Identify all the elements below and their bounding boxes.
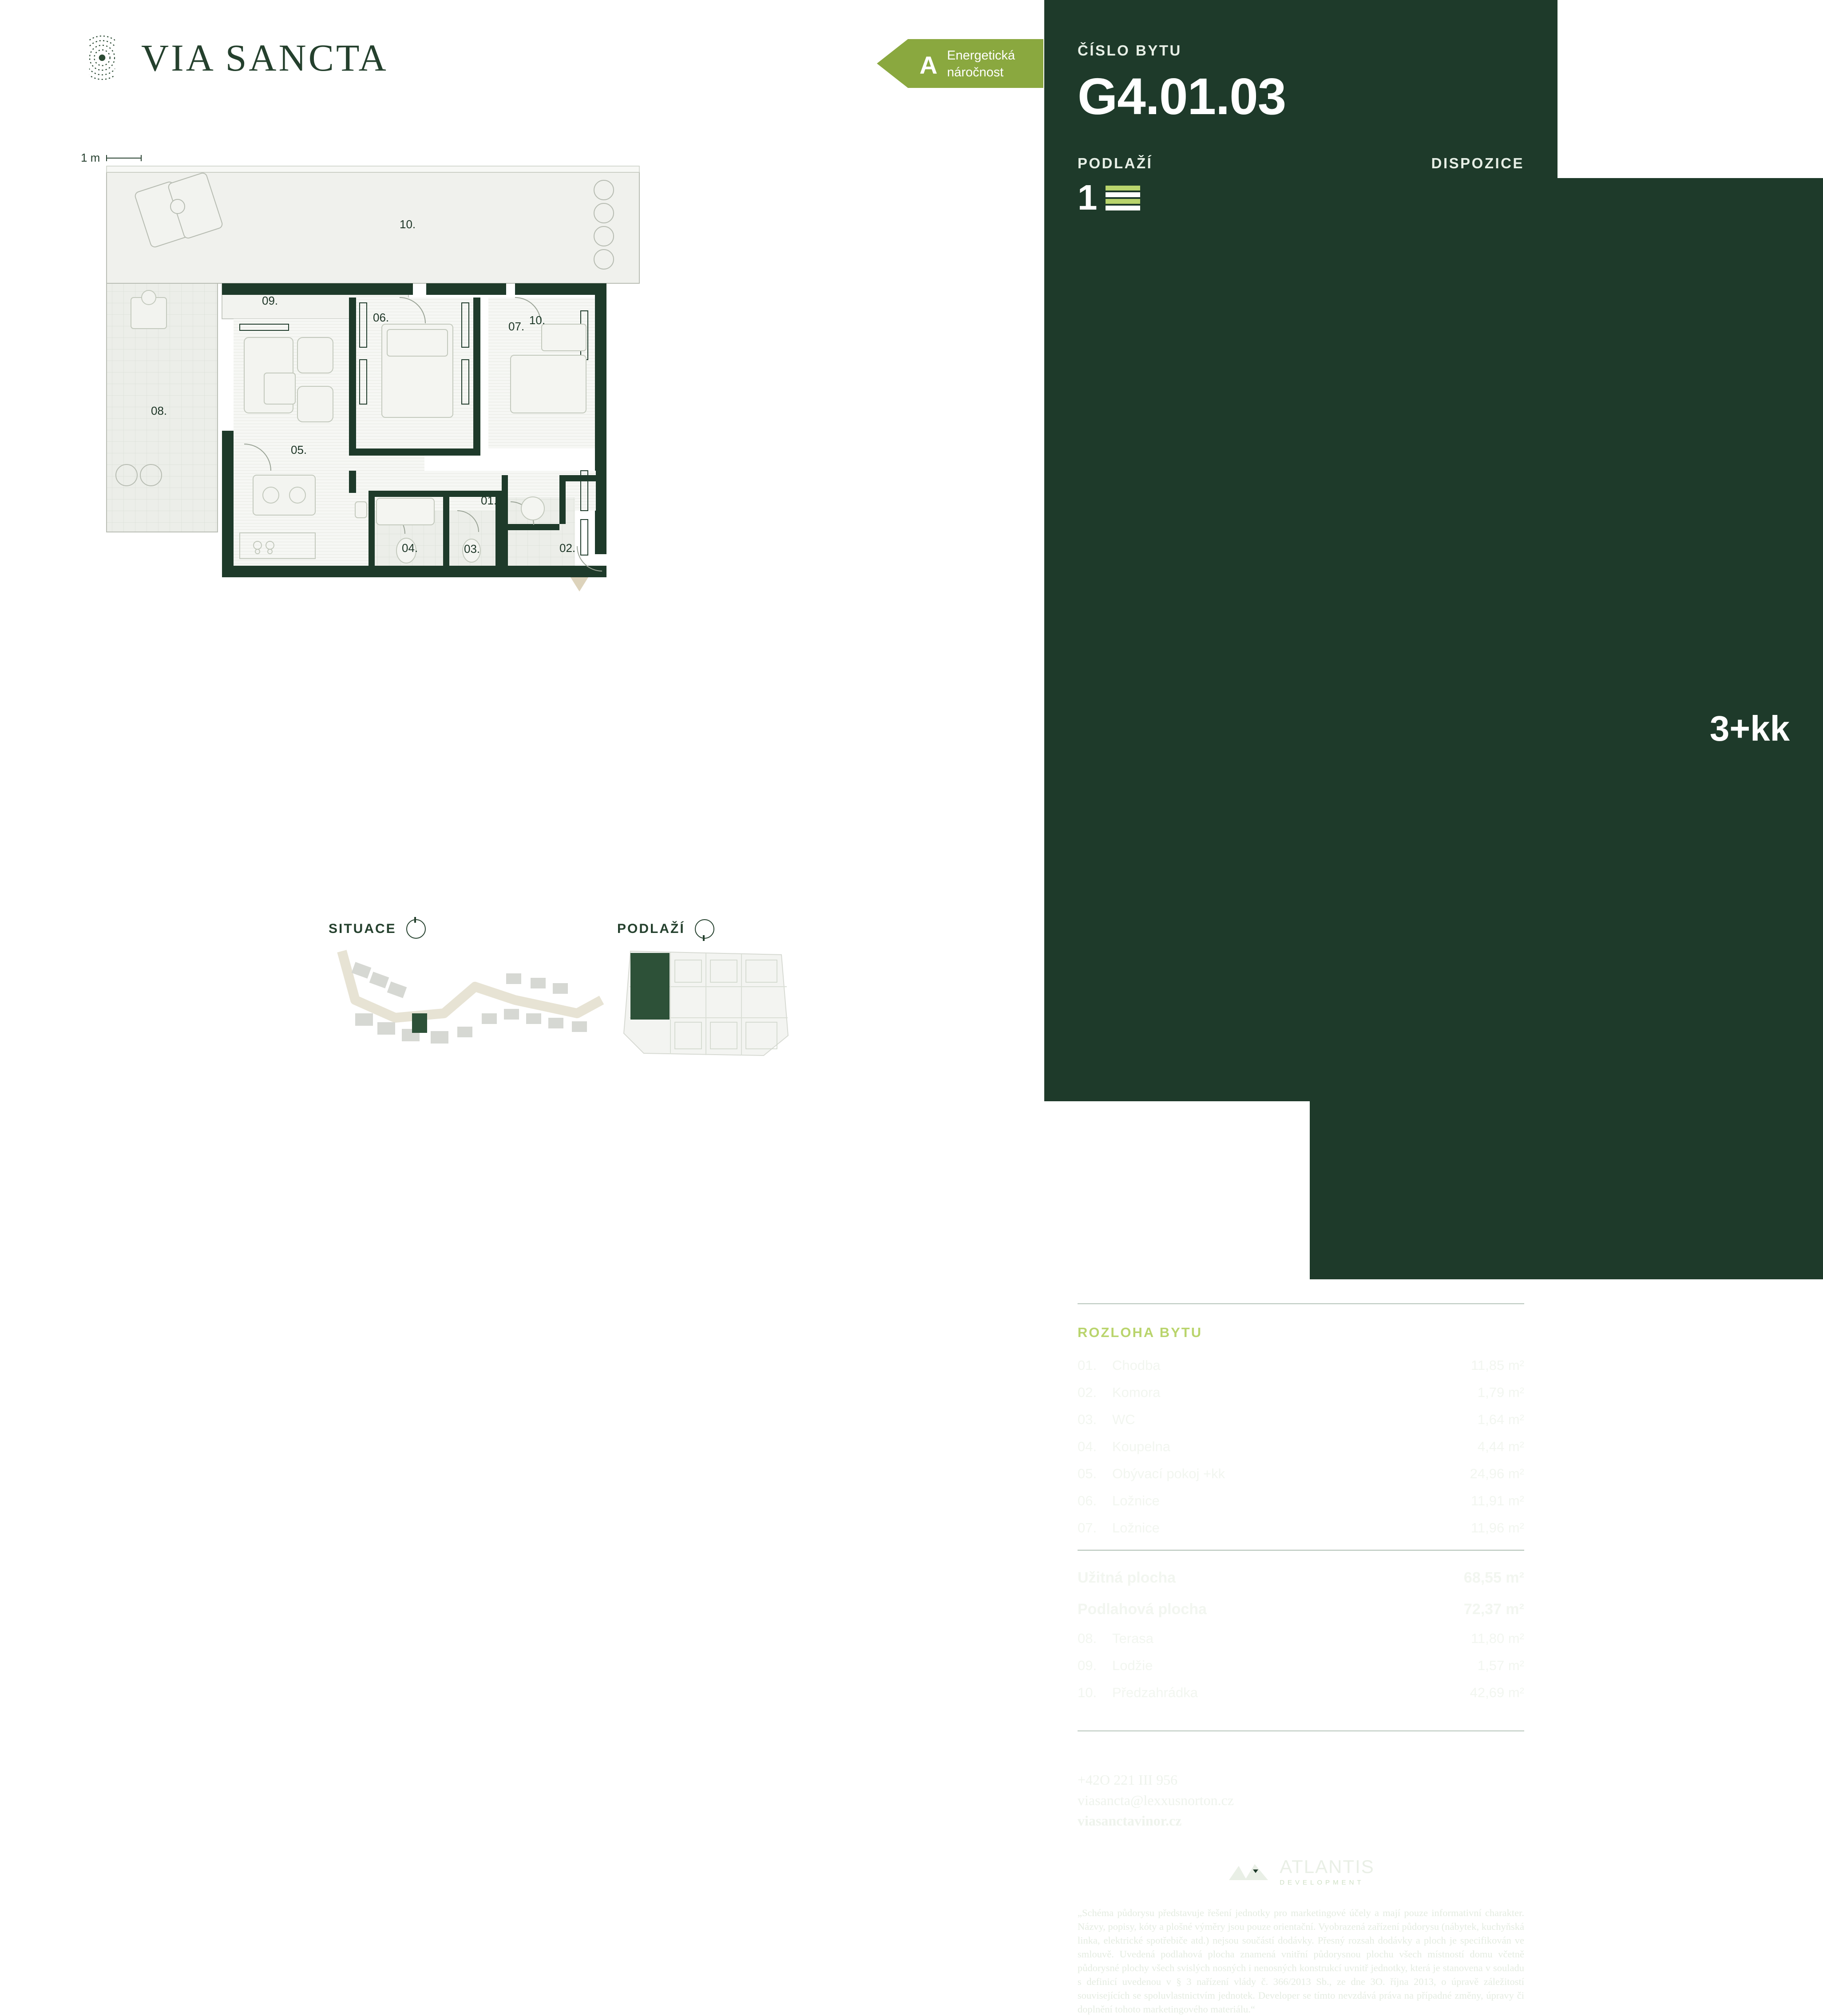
table-row (1078, 1515, 1524, 1542)
floor-plan-svg (89, 164, 941, 728)
table-row (1078, 1433, 1524, 1460)
extra-area: 42,69 m² (1470, 1685, 1524, 1701)
brand-logo (79, 35, 388, 81)
scale-bar (81, 151, 142, 165)
scale-line-icon (106, 155, 142, 161)
room-area: 11,85 m² (1470, 1357, 1524, 1373)
room-num: 04. (1078, 1439, 1097, 1455)
extra-num: 08. (1078, 1631, 1097, 1647)
developer-name-block (1280, 1857, 1375, 1886)
room-label-10: 10. (400, 218, 416, 231)
energy-line-2: náročnost (947, 65, 1004, 79)
room-area: 1,64 m² (1477, 1412, 1524, 1428)
divider (1078, 1550, 1524, 1551)
room-name: Koupelna (1112, 1439, 1171, 1455)
room-label-06: 06. (373, 311, 389, 324)
table-row (1078, 1679, 1524, 1706)
brand-name: VIA SANCTA (141, 36, 388, 79)
table-row (1078, 1562, 1524, 1594)
energy-line-1: Energetická (947, 48, 1015, 63)
floor-value-row (1078, 178, 1310, 217)
floor-diagram-label: PODLAŽÍ (617, 921, 685, 936)
layout-label: DISPOZICE (1431, 155, 1524, 171)
room-name: WC (1112, 1412, 1135, 1428)
table-row (1078, 1460, 1524, 1488)
unit-number-value: G4.01.03 (1078, 67, 1286, 125)
room-label-02: 02. (559, 541, 576, 555)
developer-logo (1078, 1857, 1524, 1886)
mountain-logo-icon (1227, 1860, 1270, 1884)
floor-diagram (617, 919, 795, 1062)
room-label-09: 09. (262, 294, 278, 307)
room-num: 07. (1078, 1520, 1097, 1536)
room-area: 4,44 m² (1477, 1439, 1524, 1455)
extra-num: 09. (1078, 1658, 1097, 1674)
info-sidebar (1044, 0, 1790, 2015)
areas-title: ROZLOHA BYTU (1078, 1324, 1203, 1340)
situation-label: SITUACE (329, 921, 396, 936)
floor-diagram-header (617, 919, 795, 939)
total-name: Užitná plocha (1078, 1569, 1176, 1586)
contact-phone[interactable]: +42O 221 III 956 (1078, 1771, 1178, 1788)
developer-subtitle: DEVELOPMENT (1280, 1878, 1364, 1886)
developer-name: ATLANTIS (1280, 1856, 1375, 1877)
room-label-03: 03. (464, 542, 480, 556)
floor-plan-drawing (89, 164, 941, 728)
total-area: 72,37 m² (1463, 1600, 1524, 1618)
highlighted-building (412, 1013, 427, 1033)
floor-stack-icon (1106, 185, 1140, 210)
room-label-01: 01. (481, 494, 497, 507)
floor-value: 1 (1078, 177, 1098, 217)
room-name: Obývací pokoj +kk (1112, 1466, 1225, 1482)
room-name: Komora (1112, 1385, 1161, 1401)
contact-website[interactable]: viasanctavinor.cz (1078, 1812, 1182, 1829)
table-row (1078, 1379, 1524, 1406)
extra-area: 11,80 m² (1470, 1631, 1524, 1647)
table-row (1078, 1488, 1524, 1515)
extra-name: Předzahrádka (1112, 1685, 1198, 1701)
situation-header (329, 919, 613, 939)
table-row (1078, 1594, 1524, 1625)
room-num: 05. (1078, 1466, 1097, 1482)
room-label-08: 08. (151, 404, 167, 417)
contact-block (1078, 1770, 1524, 1831)
table-row (1078, 1352, 1524, 1379)
scale-label: 1 m (81, 151, 100, 164)
room-label-10: 10. (529, 314, 546, 327)
floor-label: PODLAŽÍ (1078, 155, 1153, 171)
unit-number-label: ČÍSLO BYTU (1078, 42, 1182, 59)
extra-name: Lodžie (1112, 1658, 1153, 1674)
highlighted-floor-unit (630, 953, 670, 1020)
extra-area: 1,57 m² (1477, 1658, 1524, 1674)
layout-value: 3+kk (1310, 178, 1823, 1279)
energy-class-letter: A (919, 51, 938, 79)
room-name: Chodba (1112, 1357, 1161, 1373)
concentric-dots-logo-icon (79, 35, 125, 81)
compass-icon (695, 919, 714, 939)
room-area: 11,91 m² (1470, 1493, 1524, 1509)
room-area: 1,79 m² (1477, 1385, 1524, 1401)
compass-icon (406, 919, 426, 939)
room-num: 06. (1078, 1493, 1097, 1509)
energy-badge (877, 39, 1043, 88)
room-name: Ložnice (1112, 1493, 1160, 1509)
room-label-04: 04. (402, 541, 418, 555)
disclaimer-text: „Schéma půdorysu představuje řešení jednotky pro marketingové účely a mají pouze informativní charakter. Názvy, popisy, kóty a plošné výměry jsou pouze orientační. Vyobrazená zařízení půdorysu (nábytek, kuchyňská linka, elektrické spotřebiče atd.) nejsou součástí dodávky. Přesný rozsah dodávky a ploch je specifikován ve smlouvě. Uvedená podlahová plocha znamená vnitřní půdorysnou plochu všech místností domu včetně půdorysné plochy všech svislých nosných i nenosných konstrukcí uvnitř jednotky, která je stanovena v souladu s definicí uvedenou v § 3 nařízení vlády č. 366/2013 Sb., ze dne 3O. října 2013, o úpravě záležitostí souvisejících se spoluvlastnictvím jednotek. Developer se tímto nevzdává práva na případné změny, úpravy či doplnění tohoto marketingového materiálu.“ (1078, 1907, 1524, 2015)
divider (1078, 1730, 1524, 1731)
room-name: Ložnice (1112, 1520, 1160, 1536)
room-label-07: 07. (508, 320, 525, 333)
divider (1078, 1303, 1524, 1304)
table-row (1078, 1625, 1524, 1652)
room-label-05: 05. (291, 443, 307, 456)
room-area: 24,96 m² (1470, 1466, 1524, 1482)
areas-table (1078, 1352, 1524, 1542)
total-area: 68,55 m² (1463, 1569, 1524, 1586)
plan-panel (0, 0, 1044, 1101)
contact-email[interactable]: viasancta@lexxusnorton.cz (1078, 1792, 1234, 1808)
floor-key-plan (617, 947, 795, 1062)
situation-map (329, 947, 613, 1071)
floor-layout-row (1078, 155, 1790, 1279)
room-num: 02. (1078, 1385, 1097, 1401)
totals-table (1078, 1562, 1524, 1706)
layout-block (1310, 155, 1790, 1279)
situation-diagram (329, 919, 613, 1071)
room-area: 11,96 m² (1470, 1520, 1524, 1536)
floor-block (1078, 155, 1310, 1279)
extra-name: Terasa (1112, 1631, 1154, 1647)
extra-num: 10. (1078, 1685, 1097, 1701)
table-row (1078, 1406, 1524, 1433)
room-num: 03. (1078, 1412, 1097, 1428)
energy-badge-text (947, 47, 1015, 81)
table-row (1078, 1652, 1524, 1679)
total-name: Podlahová plocha (1078, 1600, 1207, 1618)
room-num: 01. (1078, 1357, 1097, 1373)
